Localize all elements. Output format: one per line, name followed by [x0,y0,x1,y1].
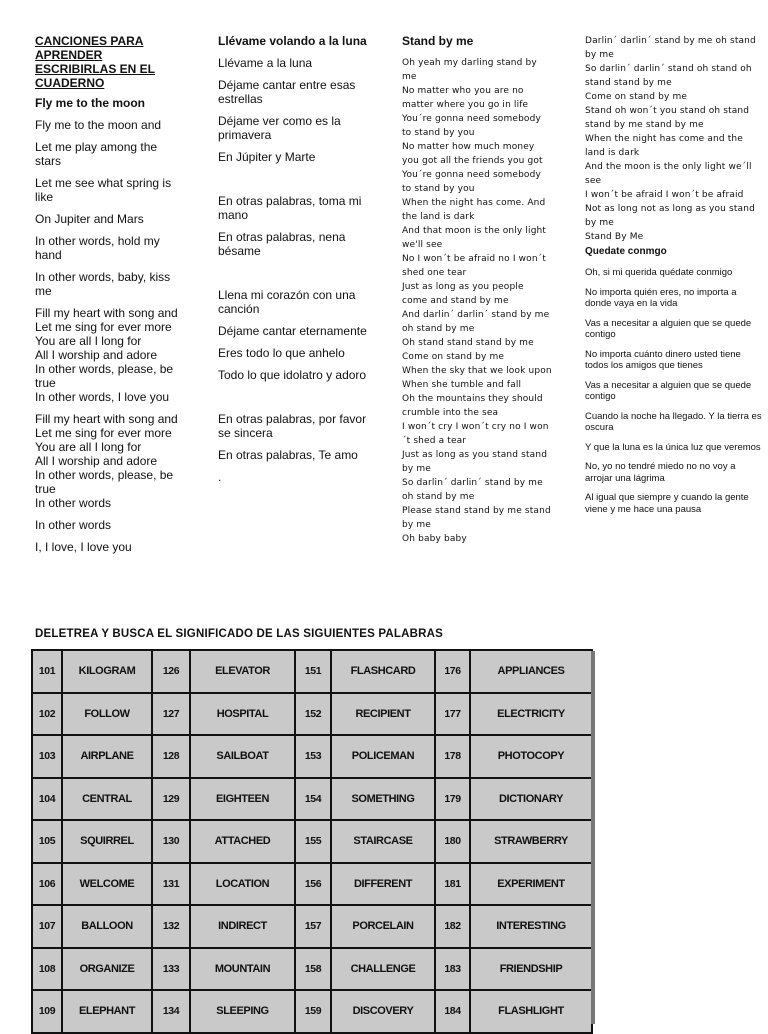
word-cell: MOUNTAIN [190,948,295,991]
word-number-cell: 183 [435,948,470,991]
stanza-gap [218,172,378,194]
word-number-cell: 177 [435,693,470,736]
word-cell: INDIRECT [190,905,295,948]
word-number-cell: 179 [435,778,470,821]
lyric-line: No matter who you are no matter where you go in life [402,86,529,110]
lyric-line: All I worship and adore [35,348,158,362]
word-number-cell: 159 [295,990,331,1033]
lyric-line: Llena mi corazón con una canción [218,288,356,316]
lyric-line: In other words [35,518,112,532]
lyric-line: All I worship and adore [35,454,158,468]
lyric-line: Oh baby baby [402,534,467,544]
word-cell: ELECTRICITY [470,693,592,736]
word-cell: FOLLOW [62,693,152,736]
table-row [32,735,592,778]
column-stand-by-me-continued [585,34,765,523]
word-cell: AIRPLANE [62,735,152,778]
lyric-line: . [218,470,222,484]
lyric-line: On Jupiter and Mars [35,212,144,226]
word-number-cell: 107 [32,905,62,948]
word-number-cell: 180 [435,820,470,863]
lyric-line: Just as long as you people come and stand by me [402,282,524,306]
lyric-line: When the night has come. And the land is dark [402,198,546,222]
word-cell: WELCOME [62,863,152,906]
lyric-line: No importa quién eres, no importa a donde vaya en la vida [585,286,737,309]
lyric-line: When she tumble and fall [402,380,522,390]
word-cell: CHALLENGE [331,948,435,991]
word-cell: RECIPIENT [331,693,435,736]
word-cell: HOSPITAL [190,693,295,736]
word-number-cell: 133 [152,948,190,991]
word-number-cell: 105 [32,820,62,863]
word-number-cell: 151 [295,650,331,693]
word-cell: ELEPHANT [62,990,152,1033]
lyric-line: Fill my heart with song and [35,412,178,426]
word-cell: LOCATION [190,863,295,906]
lyrics-stand-by-me-continued [585,34,765,244]
vocabulary-table-body [32,650,592,1033]
word-cell: STAIRCASE [331,820,435,863]
word-cell: DIFFERENT [331,863,435,906]
lyric-line: Stand By Me [585,232,644,242]
word-cell: BALLOON [62,905,152,948]
word-cell: DICTIONARY [470,778,592,821]
column-fly-me-to-the-moon [35,34,185,562]
lyric-line: Not as long not as long as you stand by me [585,204,755,228]
table-row [32,778,592,821]
word-number-cell: 104 [32,778,62,821]
lyric-line: Todo lo que idolatro y adoro [218,368,367,382]
word-cell: STRAWBERRY [470,820,592,863]
table-row [32,948,592,991]
word-cell: FLASHCARD [331,650,435,693]
word-cell: SQUIRREL [62,820,152,863]
word-number-cell: 103 [32,735,62,778]
table-row [32,863,592,906]
lyric-line: And the moon is the only light we´ll see [585,162,752,186]
word-number-cell: 158 [295,948,331,991]
table-row [32,650,592,693]
word-number-cell: 178 [435,735,470,778]
column-llevame-a-la-luna [218,34,378,492]
word-cell: PORCELAIN [331,905,435,948]
song-title-fly-me: Fly me to the moon [35,96,146,110]
word-number-cell: 132 [152,905,190,948]
lyric-line: Fill my heart with song and [35,306,178,320]
table-row [32,693,592,736]
lyric-line: Cuando la noche ha llegado. Y la tierra es oscura [585,410,762,433]
song-title-quedate-conmigo: Quedate conmgo [585,246,667,257]
word-cell: POLICEMAN [331,735,435,778]
word-number-cell: 152 [295,693,331,736]
lyric-line: In other words, please, be true [35,468,174,496]
word-cell: CENTRAL [62,778,152,821]
word-number-cell: 153 [295,735,331,778]
lyric-line: Déjame cantar eternamente [218,324,367,338]
word-cell: SOMETHING [331,778,435,821]
word-number-cell: 134 [152,990,190,1033]
word-number-cell: 101 [32,650,62,693]
word-number-cell: 130 [152,820,190,863]
lyric-line: Darlin´ darlin´ stand by me oh stand by me [585,36,756,60]
lyric-line: Al igual que siempre y cuando la gente viene y me hace una pausa [585,492,749,515]
lyric-line: En otras palabras, por favor se sincera [218,412,367,440]
word-cell: EXPERIMENT [470,863,592,906]
word-cell: APPLIANCES [470,650,592,693]
word-number-cell: 154 [295,778,331,821]
word-cell: ATTACHED [190,820,295,863]
lyric-line: Llévame a la luna [218,56,313,70]
document-heading: CANCIONES PARA APRENDER ESCRIBIRLAS EN EL CUADERNO [35,34,156,90]
lyric-line: Please stand stand by me stand by me [402,506,551,530]
lyric-line: In other words, please, be true [35,362,174,390]
song-title-llevame: Llévame volando a la luna [218,34,367,48]
vocabulary-table-title: DELETREA Y BUSCA EL SIGNIFICADO DE LAS SIGUIENTES PALABRAS [35,628,443,640]
word-number-cell: 128 [152,735,190,778]
lyrics-stand-by-me [402,56,552,546]
word-cell: INTERESTING [470,905,592,948]
lyric-line: Oh stand stand stand by me [402,338,534,348]
lyric-stanza [35,412,185,510]
word-number-cell: 181 [435,863,470,906]
lyric-line: So darlin´ darlin´ stand oh stand oh stand stand by me [585,64,752,88]
word-number-cell: 108 [32,948,62,991]
lyric-line: Déjame cantar entre esas estrellas [218,78,356,106]
lyric-line: In other words [35,496,112,510]
lyric-stanza [35,306,185,404]
word-cell: SLEEPING [190,990,295,1033]
lyric-line: Come on stand by me [585,92,688,102]
lyric-line: You are all I long for [35,334,142,348]
lyric-line: Let me sing for ever more [35,426,172,440]
lyric-line: Eres todo lo que anhelo [218,346,345,360]
word-number-cell: 102 [32,693,62,736]
lyric-line: So darlin´ darlin´ stand by me oh stand by me [402,478,543,502]
word-cell: FLASHLIGHT [470,990,592,1033]
word-number-cell: 129 [152,778,190,821]
lyric-line: Let me sing for ever more [35,320,172,334]
lyric-line: I won´t be afraid I won´t be afraid [585,190,744,200]
table-row [32,820,592,863]
lyric-line: Stand oh won´t you stand oh stand stand by me stand by me [585,106,750,130]
lyric-line: No I won´t be afraid no I won´t shed one tear [402,254,546,278]
word-number-cell: 127 [152,693,190,736]
vocabulary-table [31,649,593,1034]
word-cell: PHOTOCOPY [470,735,592,778]
word-number-cell: 131 [152,863,190,906]
lyric-line: In other words, I love you [35,390,170,404]
lyric-line: You´re gonna need somebody to stand by you [402,170,541,194]
word-cell: EIGHTEEN [190,778,295,821]
word-number-cell: 176 [435,650,470,693]
lyric-line: Y que la luna es la única luz que veremos [585,441,761,453]
lyric-line: En otras palabras, toma mi mano [218,194,362,222]
lyric-line: Oh the mountains they should crumble into the sea [402,394,543,418]
lyric-line: I won´t cry I won´t cry no I won´t shed a tear [402,422,549,446]
lyric-line: En otras palabras, nena bésame [218,230,346,258]
word-number-cell: 155 [295,820,331,863]
lyric-line: Fly me to the moon and [35,118,162,132]
table-edge-shadow [591,651,595,1024]
lyric-line: In other words, hold my hand [35,234,160,262]
word-cell: DISCOVERY [331,990,435,1033]
lyric-line: Let me see what spring is like [35,176,172,204]
lyric-line: Oh yeah my darling stand by me [402,58,537,82]
lyric-line: Vas a necesitar a alguien que se quede contigo [585,379,752,402]
word-cell: KILOGRAM [62,650,152,693]
word-cell: SAILBOAT [190,735,295,778]
stanza-gap [218,390,378,412]
lyric-line: No matter how much money you got all the friends you got [402,142,543,166]
word-number-cell: 109 [32,990,62,1033]
word-number-cell: 106 [32,863,62,906]
lyric-line: Come on stand by me [402,352,505,362]
column-stand-by-me [402,34,552,546]
lyric-line: When the night has come and the land is dark [585,134,743,158]
word-cell: FRIENDSHIP [470,948,592,991]
lyric-line: You are all I long for [35,440,142,454]
lyric-line: When the sky that we look upon [402,366,552,376]
lyric-line: En otras palabras, Te amo [218,448,358,462]
lyric-line: En Júpiter y Marte [218,150,316,164]
lyric-line: And that moon is the only light we'll see [402,226,547,250]
word-number-cell: 126 [152,650,190,693]
lyric-line: Let me play among the stars [35,140,158,168]
song-title-stand-by-me: Stand by me [402,34,474,48]
word-cell: ELEVATOR [190,650,295,693]
word-number-cell: 157 [295,905,331,948]
lyric-line: Déjame ver como es la primavera [218,114,341,142]
lyric-line: No importa cuánto dinero usted tiene todos los amigos que tienes [585,348,741,371]
lyric-line: Just as long as you stand stand by me [402,450,548,474]
lyric-line: And darlin´ darlin´ stand by me oh stand by me [402,310,550,334]
lyric-line: Oh, si mi querida quédate conmigo [585,267,733,278]
word-number-cell: 156 [295,863,331,906]
word-number-cell: 182 [435,905,470,948]
word-cell: ORGANIZE [62,948,152,991]
lyric-line: No, yo no tendré miedo no no voy a arrojar una lágrima [585,461,736,484]
lyric-line: You´re gonna need somebody to stand by you [402,114,541,138]
table-row [32,990,592,1033]
lyric-line: I, I love, I love you [35,540,132,554]
lyric-line: In other words, baby, kiss me [35,270,171,298]
table-row [32,905,592,948]
word-number-cell: 184 [435,990,470,1033]
stanza-gap [218,266,378,288]
lyric-line: Vas a necesitar a alguien que se quede contigo [585,317,752,340]
